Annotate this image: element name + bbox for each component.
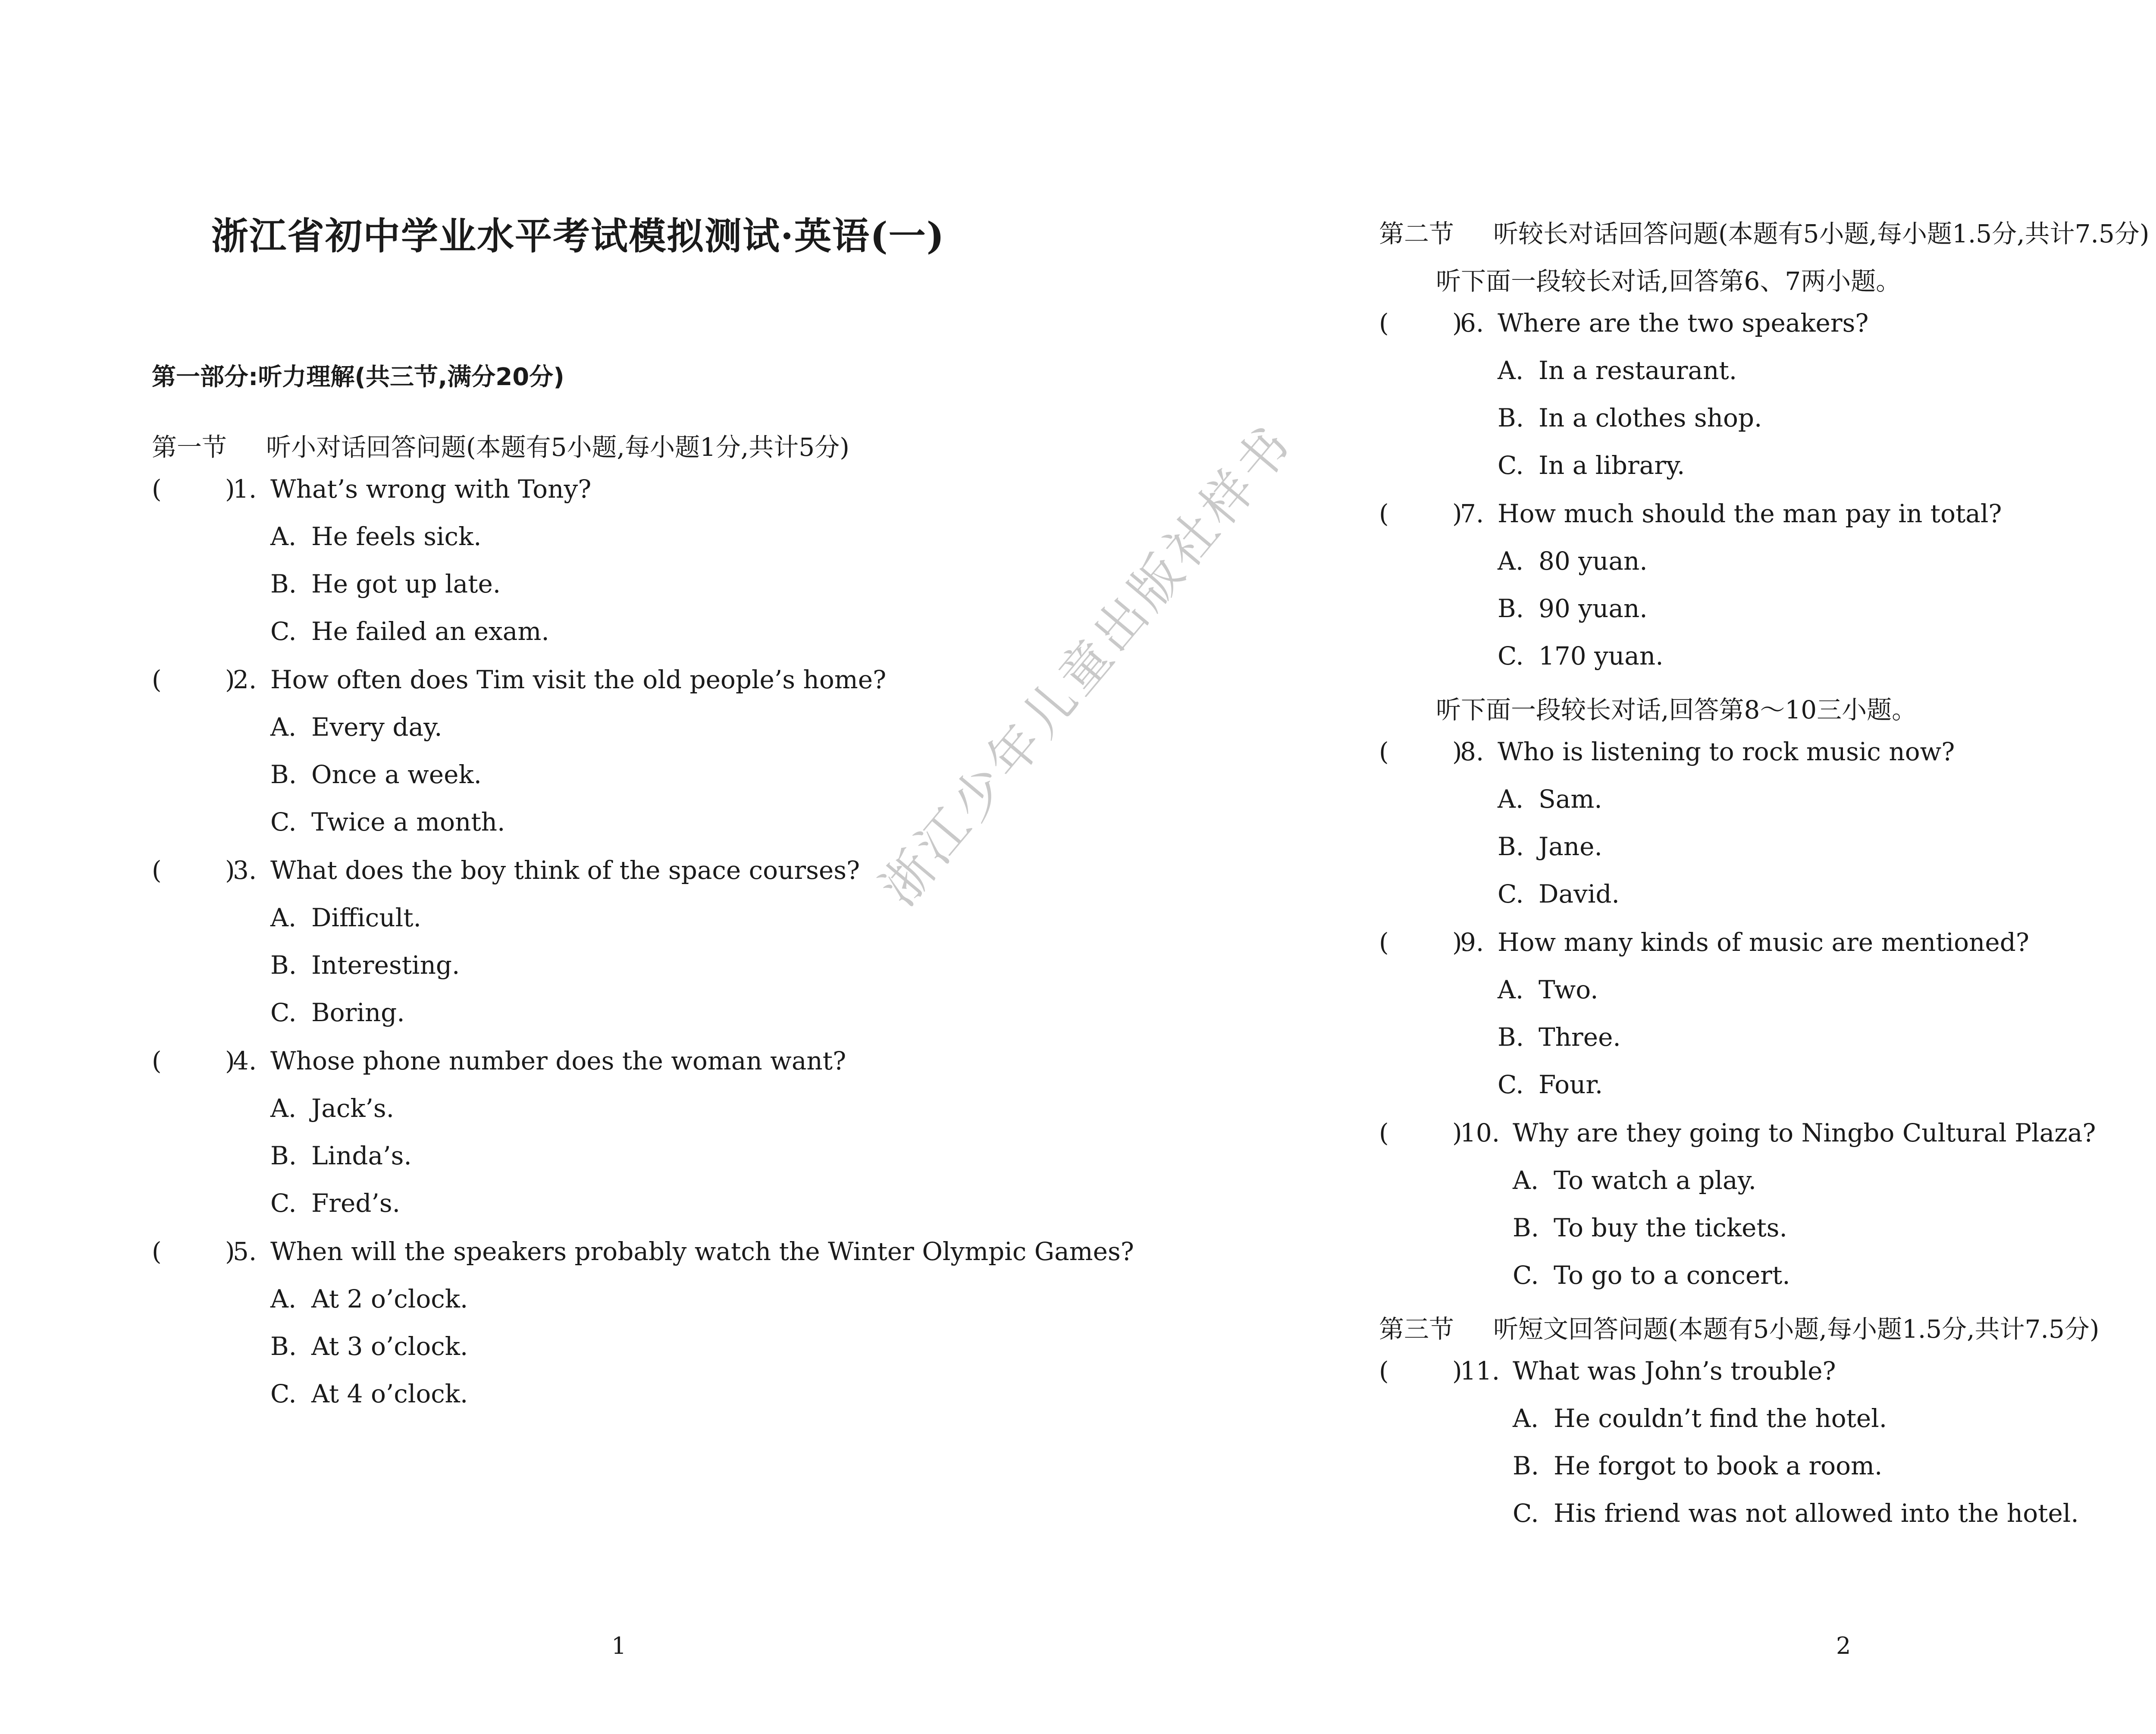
option-a: A. 80 yuan. — [1498, 546, 1648, 576]
part-heading: 第一部分:听力理解(共三节,满分20分) — [152, 363, 564, 391]
option-c: C. To go to a concert. — [1513, 1261, 1790, 1290]
question-stem: ( ) 11. What was John’s trouble? — [1379, 1356, 1836, 1386]
question-1 — [152, 474, 592, 664]
question-text: Why are they going to Ningbo Cultural Plaza? — [1513, 1118, 2096, 1148]
option-a: A. Every day. — [270, 712, 442, 742]
question-number: 10. — [1460, 1118, 1500, 1148]
section-label: 第三节 — [1379, 1314, 1454, 1344]
option-b: B. At 3 o’clock. — [270, 1332, 468, 1361]
question-text: How much should the man pay in total? — [1498, 499, 2002, 528]
question-10 — [1379, 1118, 2096, 1308]
option-a: A. Sam. — [1498, 784, 1602, 814]
option-c: C. Twice a month. — [270, 807, 505, 837]
option-b: B. Interesting. — [270, 950, 460, 980]
option-a: A. He feels sick. — [270, 522, 482, 551]
question-number: 4. — [233, 1046, 257, 1076]
question-8 — [1379, 737, 1955, 927]
section-heading-3 — [1379, 1309, 2100, 1345]
instruction-1: 听下面一段较长对话,回答第6、7两小题。 — [1436, 267, 1901, 296]
question-text: Who is listening to rock music now? — [1498, 737, 1955, 766]
option-c: C. 170 yuan. — [1498, 641, 1664, 671]
page-right — [1225, 0, 2156, 1734]
question-text: What’s wrong with Tony? — [270, 474, 592, 504]
section-label: 第一节 — [152, 433, 227, 462]
option-c: C. He failed an exam. — [270, 617, 549, 646]
question-3 — [152, 856, 860, 1045]
option-a: A. To watch a play. — [1513, 1166, 1757, 1195]
question-stem: ( ) 6. Where are the two speakers? — [1379, 308, 1869, 338]
option-b: B. He forgot to book a room. — [1513, 1451, 1883, 1480]
page-number-left: 1 — [611, 1632, 627, 1659]
question-text: When will the speakers probably watch the Winter Olympic Games? — [270, 1237, 1134, 1266]
question-text: What was John’s trouble? — [1513, 1356, 1836, 1386]
section-text: 听小对话回答问题(本题有5小题,每小题1分,共计5分) — [266, 433, 849, 462]
question-4 — [152, 1046, 846, 1236]
option-b: B. To buy the tickets. — [1513, 1213, 1787, 1242]
option-a: A. Difficult. — [270, 903, 421, 932]
question-7 — [1379, 499, 2002, 689]
option-c: C. Four. — [1498, 1070, 1603, 1099]
question-number: 3. — [233, 856, 257, 885]
question-9 — [1379, 928, 2029, 1117]
option-c: C. Fred’s. — [270, 1188, 401, 1218]
question-5 — [152, 1237, 1134, 1427]
question-number: 1. — [233, 474, 257, 504]
option-a: A. Jack’s. — [270, 1094, 395, 1123]
instruction-2: 听下面一段较长对话,回答第8～10三小题。 — [1436, 695, 1917, 724]
option-c: C. In a library. — [1498, 451, 1685, 480]
option-a: A. At 2 o’clock. — [270, 1284, 468, 1314]
question-text: What does the boy think of the space courses? — [270, 856, 860, 885]
option-b: B. Once a week. — [270, 760, 482, 789]
question-number: 9. — [1460, 928, 1484, 957]
question-number: 2. — [233, 665, 257, 694]
question-text: How many kinds of music are mentioned? — [1498, 928, 2029, 957]
option-c: C. At 4 o’clock. — [270, 1379, 468, 1408]
section-text: 听较长对话回答问题(本题有5小题,每小题1.5分,共计7.5分) — [1493, 219, 2150, 248]
option-b: B. Jane. — [1498, 832, 1602, 861]
question-2 — [152, 665, 887, 855]
option-c: C. David. — [1498, 879, 1620, 909]
question-number: 7. — [1460, 499, 1484, 528]
section-heading-1 — [152, 427, 849, 463]
page-number-right: 2 — [1836, 1632, 1851, 1659]
option-b: B. In a clothes shop. — [1498, 403, 1762, 433]
question-stem: ( ) 1. What’s wrong with Tony? — [152, 474, 592, 504]
question-6 — [1379, 308, 1869, 498]
option-b: B. 90 yuan. — [1498, 594, 1648, 623]
question-11 — [1379, 1356, 2079, 1546]
question-stem: ( ) 4. Whose phone number does the woman want? — [152, 1046, 846, 1076]
option-a: A. He couldn’t find the hotel. — [1513, 1404, 1887, 1433]
section-text: 听短文回答问题(本题有5小题,每小题1.5分,共计7.5分) — [1493, 1314, 2100, 1344]
question-number: 6. — [1460, 308, 1484, 338]
question-stem: ( ) 8. Who is listening to rock music now? — [1379, 737, 1955, 766]
question-stem: ( ) 7. How much should the man pay in total? — [1379, 499, 2002, 528]
option-b: B. Three. — [1498, 1022, 1621, 1052]
option-c: C. His friend was not allowed into the hotel. — [1513, 1499, 2079, 1528]
question-text: How often does Tim visit the old people’s home? — [270, 665, 887, 694]
option-c: C. Boring. — [270, 998, 405, 1027]
question-stem: ( ) 10. Why are they going to Ningbo Cultural Plaza? — [1379, 1118, 2096, 1148]
question-number: 11. — [1460, 1356, 1500, 1386]
option-a: A. Two. — [1498, 975, 1598, 1004]
exam-title: 浙江省初中学业水平考试模拟测试·英语(一) — [211, 214, 945, 258]
option-b: B. He got up late. — [270, 569, 501, 599]
option-a: A. In a restaurant. — [1498, 356, 1737, 385]
question-text: Where are the two speakers? — [1498, 308, 1869, 338]
question-number: 8. — [1460, 737, 1484, 766]
section-heading-2 — [1379, 213, 2150, 250]
question-number: 5. — [233, 1237, 257, 1266]
section-label: 第二节 — [1379, 219, 1454, 248]
question-stem: ( ) 9. How many kinds of music are mentioned? — [1379, 928, 2029, 957]
question-text: Whose phone number does the woman want? — [270, 1046, 846, 1076]
option-b: B. Linda’s. — [270, 1141, 412, 1170]
question-stem: ( ) 3. What does the boy think of the space courses? — [152, 856, 860, 885]
publisher-watermark: 浙江少年儿童出版社样书 — [868, 413, 1305, 917]
question-stem: ( ) 2. How often does Tim visit the old people’s home? — [152, 665, 887, 694]
question-stem: ( ) 5. When will the speakers probably watch the Winter Olympic Games? — [152, 1237, 1134, 1266]
